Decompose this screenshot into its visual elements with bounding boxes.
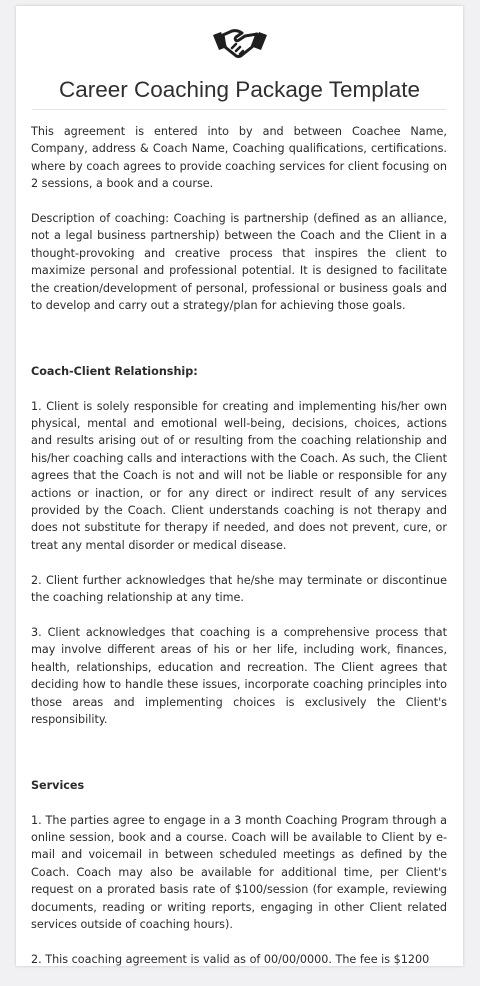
relationship-item-1: 1. Client is solely responsible for creating and implementing his/her own physical, mental and emotional well-being, decisions, choices, actions and results arising out of or resulting from the coaching relationship and his/her coaching calls and interactions with the Coach. As such, the Client agrees that the Coach is not and will not be liable or responsible for any actions or inaction, or for any direct or indirect result of any services provided by the Coach. Client understands coaching is not therapy and does not substitute for therapy if needed, and does not prevent, cure, or treat any mental disorder or medical disease. (31, 399, 447, 552)
page-title: Career Coaching Package Template (58, 77, 421, 102)
handshake-icon (212, 22, 268, 62)
spacer (31, 332, 447, 363)
title-divider (32, 109, 446, 110)
services-item-2: 2. This coaching agreement is valid as of 00/00/0000. The fee is $1200 (31, 952, 430, 966)
spacer (31, 746, 447, 777)
relationship-item-3: 3. Client acknowledges that coaching is a comprehensive process that may involve different areas of his or her life, including work, finances, health, relationships, education and recreation. The Client agrees that deciding how to handle these issues, incorporate coaching principles into those areas and implementing choices is exclusively the Client's responsibility. (31, 625, 447, 726)
description-paragraph: Description of coaching: Coaching is partnership (defined as an alliance, not a legal business partnership) between the Coach and the Client in a thought-provoking and creative process that inspires the client to maximize personal and professional potential. It is designed to facilitate the creation/development of personal, professional or business goals and to develop and carry out a strategy/plan for achieving those goals. (31, 212, 447, 313)
services-item-1: 1. The parties agree to engage in a 3 month Coaching Program through a online session, book and a course. Coach will be available to Client by e-mail and voicemail in between scheduled meetings as defined by the Coach. Coach may also be available for additional time, per Client's request on a prorated basis rate of $100/session (for example, reviewing documents, reading or writing reports, engaging in other Client related services outside of coaching hours). (31, 813, 447, 931)
document-page (16, 6, 463, 966)
relationship-item-2: 2. Client further acknowledges that he/she may terminate or discontinue the coaching relationship at any time. (31, 573, 447, 605)
intro-paragraph: This agreement is entered into by and between Coachee Name, Company, address & Coach Name, Coaching qualifications, certifications. where by coach agrees to provide coaching services for client focusing on 2 sessions, a book and a course. (31, 125, 447, 191)
relationship-heading: Coach-Client Relationship: (31, 364, 198, 378)
document-body (31, 123, 447, 986)
services-heading: Services (31, 778, 85, 792)
